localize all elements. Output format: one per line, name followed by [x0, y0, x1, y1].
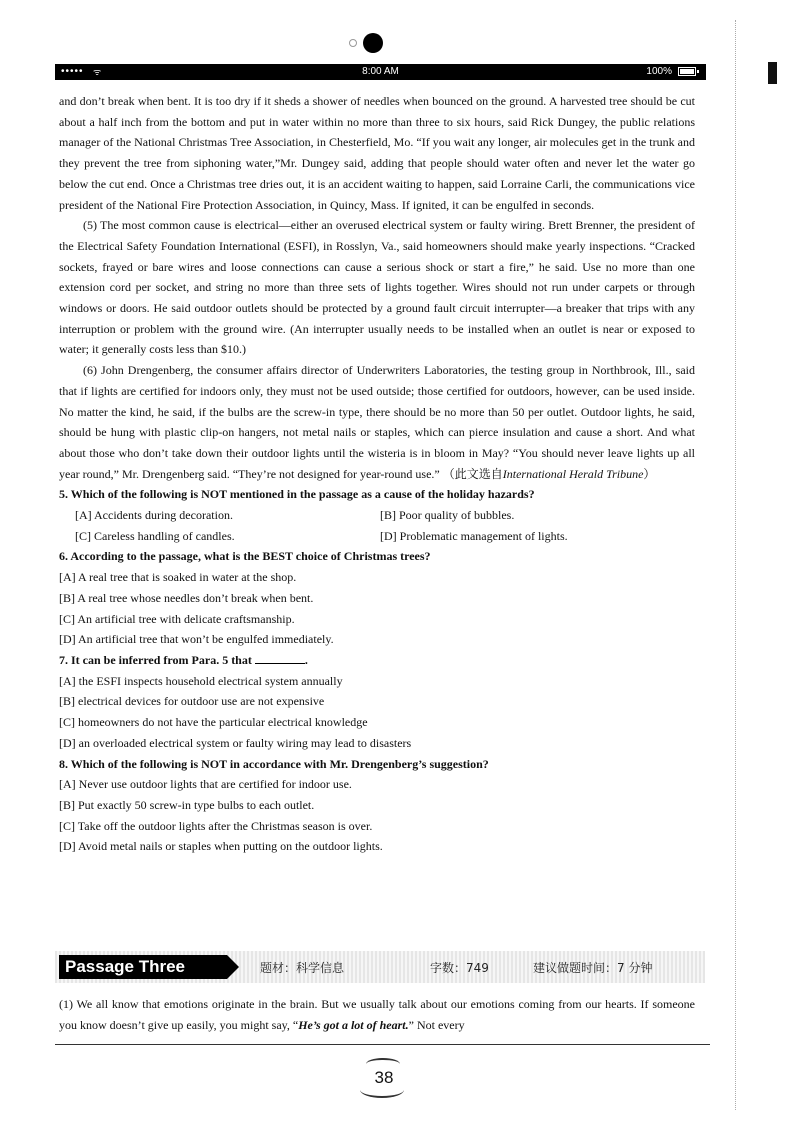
battery-fill	[680, 69, 694, 74]
paragraph-1-end: ” Not every	[408, 1018, 465, 1032]
question-7-stem-text: 7. It can be inferred from Para. 5 that	[59, 652, 252, 667]
front-camera	[363, 33, 383, 53]
question-6-stem: 6. According to the passage, what is the BEST choice of Christmas trees?	[59, 549, 431, 564]
question-6-option-a[interactable]: [A] A real tree that is soaked in water at the shop.	[59, 570, 297, 585]
source-prefix: （此文选自	[442, 466, 503, 481]
status-time: 8:00 AM	[362, 66, 399, 77]
passage-word-count: 字数：749	[430, 961, 489, 975]
page-number: 38	[374, 1068, 394, 1087]
question-6-option-c[interactable]: [C] An artificial tree with delicate craftsmanship.	[59, 611, 295, 626]
question-7-stem-end: .	[304, 652, 308, 667]
passage-topic: 题材：科学信息	[260, 961, 345, 975]
question-6-option-d[interactable]: [D] An artificial tree that won’t be engulfed immediately.	[59, 632, 334, 647]
passage-suggested-time: 建议做题时间：7 分钟	[533, 961, 653, 975]
passage-three-content	[59, 994, 695, 1036]
passage-three-label: Passage Three	[59, 955, 227, 979]
page-number-ornament-bottom	[360, 1082, 404, 1098]
wifi-icon: ᯤ	[93, 67, 102, 77]
question-6-option-b[interactable]: [B] A real tree whose needles don’t break when bent.	[59, 590, 314, 605]
question-5-option-c[interactable]: [C] Careless handling of candles.	[75, 528, 235, 543]
footer-divider	[55, 1044, 710, 1045]
reading-content	[59, 91, 695, 857]
question-8-option-a[interactable]: [A] Never use outdoor lights that are certified for indoor use.	[59, 777, 352, 792]
question-7-option-b[interactable]: [B] electrical devices for outdoor use are not expensive	[59, 694, 325, 709]
paragraph-1-start: (1) We all know that emotions originate in the brain. But we usually talk about our emotions coming from our hearts. If someone you know doesn’t give up easily, you might say, “	[59, 997, 695, 1032]
passage-paragraph: and don’t break when bent. It is too dry if it sheds a shower of needles when bounced on the ground. A harvested tree should be cut about a half inch from the bottom and put in water within no more than three to six hours, said Rick Dungey, the public relations manager of the National Christmas Tree Association, in Chesterfield, Mo. “If you wait any longer, air molecules get in the trunk and they prevent the tree from siphoning water,”Mr. Dungey said, adding that people should water often and never let the water go below the cut end. Once a Christmas tree dries out, it is an accident waiting to happen, said Lorraine Carli, the communications vice president of the National Fire Protection Association, in Quincy, Mass. If ignited, it can be engulfed in seconds.	[59, 94, 695, 212]
paragraph-6-text: (6) John Drengenberg, the consumer affairs director of Underwriters Laboratories, the testing group in Northbrook, Ill., said that if lights are certified for indoors only, they must not be used outside; those certified for outdoors, however, can be used inside. No matter the kind, he said, if the bulbs are the screw-in type, there should be no more than 50 per outlet. Outdoor lights, he said, should be hung with plastic clip-on hangers, not metal nails or staples, which can pierce insulation and cause a short. And what about those who don’t take down their outdoor lights until the wisteria is in bloom in May? “You should never leave lights up all year round,” Mr. Drengenberg said. “They’re not designed for year-round use.”	[59, 363, 695, 481]
question-5-option-a[interactable]: [A] Accidents during decoration.	[75, 508, 233, 523]
question-5-option-d[interactable]: [D] Problematic management of lights.	[380, 528, 568, 543]
question-8-option-c[interactable]: [C] Take off the outdoor lights after the Christmas season is over.	[59, 818, 373, 833]
question-8-option-b[interactable]: [B] Put exactly 50 screw-in type bulbs to each outlet.	[59, 797, 315, 812]
question-8-stem: 8. Which of the following is NOT in accordance with Mr. Drengenberg’s suggestion?	[59, 756, 489, 771]
signal-icon: •••••	[61, 66, 84, 77]
source-title: International Herald Tribune	[502, 466, 644, 481]
passage-paragraph-5: (5) The most common cause is electrical—either an overused electrical system or faulty wiring. Brett Brenner, the president of the Electrical Safety Foundation International (ESFI), in Rosslyn, Va., said homeowners should make yearly inspections. “Cracked sockets, frayed or bare wires and loose connections can cause a serious shock or start a fire,” he said. Use no more than one extension cord per socket, and string no more than three sets of lights together. Wires should not run under carpets or through windows or doors. He said outdoor outlets should be protected by a ground fault circuit interrupter—a breaker that trips with any interruption or problem with the ground wire. (An interrupter usually needs to be installed when an outlet is near or exposed to water; it generally costs less than $10.)	[59, 218, 695, 357]
battery-percent: 100%	[646, 66, 672, 77]
question-5-options-row-1	[75, 505, 695, 526]
paragraph-1-quote: He’s got a lot of heart.	[298, 1018, 409, 1032]
question-5-option-b[interactable]: [B] Poor quality of bubbles.	[380, 508, 515, 523]
arrow-right-icon	[227, 955, 239, 979]
camera-sensor	[349, 39, 357, 47]
question-7-stem	[59, 650, 695, 671]
question-7-option-c[interactable]: [C] homeowners do not have the particular electrical knowledge	[59, 715, 368, 730]
question-7-option-a[interactable]: [A] the ESFI inspects household electrical system annually	[59, 673, 343, 688]
passage-paragraph-6	[59, 360, 695, 484]
question-8-option-d[interactable]: [D] Avoid metal nails or staples when putting on the outdoor lights.	[59, 839, 383, 854]
question-7-option-d[interactable]: [D] an overloaded electrical system or faulty wiring may lead to disasters	[59, 735, 412, 750]
battery-icon	[678, 67, 696, 76]
answer-blank	[255, 653, 305, 664]
question-5-stem: 5. Which of the following is NOT mentioned in the passage as a cause of the holiday hazards?	[59, 487, 535, 502]
source-suffix: ）	[643, 466, 656, 481]
page-edge-guide	[735, 20, 737, 1110]
page-edge-marker	[768, 62, 777, 84]
passage-three-header	[55, 951, 705, 983]
status-bar	[55, 64, 706, 80]
passage-three-paragraph-1	[59, 994, 695, 1036]
question-5-options-row-2	[75, 526, 695, 547]
